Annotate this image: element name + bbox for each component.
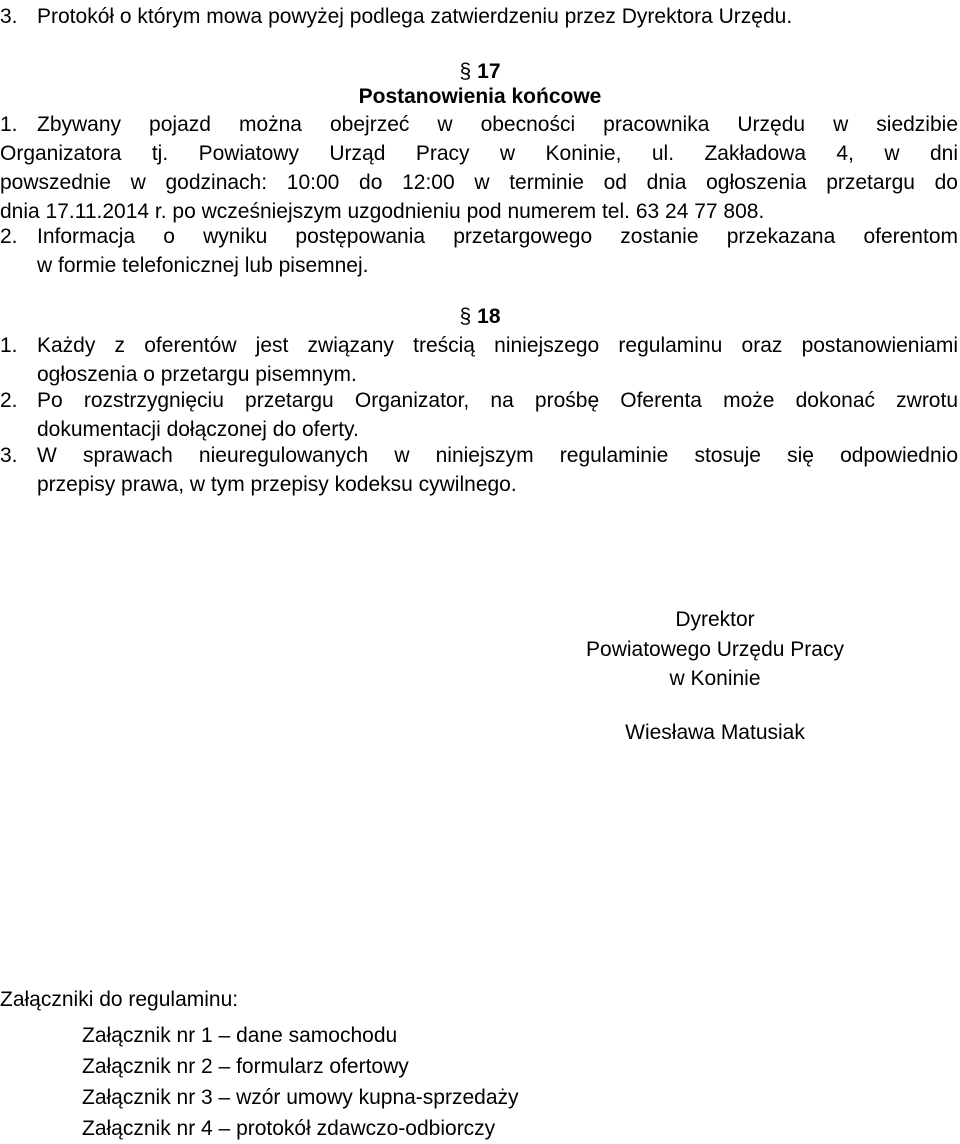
section-18-item-3 [0,441,958,499]
item-line: Po rozstrzygnięciu przetargu Organizator, na prośbę Oferenta może dokonać zwrotu [37,389,958,412]
item-line: Każdy z oferentów jest związany treścią niniejszego regulaminu oraz postanowieniami [37,334,958,357]
clause-3-protocol [0,2,958,31]
attachments-list [82,1020,519,1144]
section-number: 17 [477,60,501,83]
attachment-item: Załącznik nr 4 – protokół zdawczo-odbiorczy [82,1117,496,1140]
item-number: 1. [0,113,18,136]
attachment-item: Załącznik nr 1 – dane samochodu [82,1024,398,1047]
item-number: 2. [0,225,18,248]
section-18-item-1 [0,331,958,389]
section-18-item-2 [0,386,958,444]
item-line: w formie telefonicznej lub pisemnej. [37,254,369,277]
item-line: przepisy prawa, w tym przepisy kodeksu cywilnego. [37,473,517,496]
item-text: Protokół o którym mowa powyżej podlega zatwierdzeniu przez Dyrektora Urzędu. [37,5,793,28]
item-line: powszednie w godzinach: 10:00 do 12:00 w terminie od dnia ogłoszenia przetargu do [0,171,958,194]
item-number: 3. [0,5,18,28]
section-number: 18 [477,305,501,328]
item-line: dnia 17.11.2014 r. po wcześniejszym uzgodnieniu pod numerem tel. 63 24 77 808. [0,200,765,223]
attachments-heading: Załączniki do regulaminu: [0,988,239,1011]
signature-title: Dyrektor [675,608,755,631]
section-17-item-2 [0,222,958,280]
signature-office: Powiatowego Urzędu Pracy [586,638,844,661]
item-line: dokumentacji dołączonej do oferty. [37,418,359,441]
item-line: Informacja o wyniku postępowania przetargowego zostanie przekazana oferentom [37,225,958,248]
section-symbol: § [459,305,472,328]
signature-city: w Koninie [669,667,761,690]
item-line: ogłoszenia o przetargu pisemnym. [37,363,357,386]
attachment-item: Załącznik nr 2 – formularz ofertowy [82,1055,409,1078]
section-17-item-1 [0,110,958,226]
section-18-heading [0,302,960,331]
section-17-title: Postanowienia końcowe [358,85,602,108]
attachment-item: Załącznik nr 3 – wzór umowy kupna-sprzedaży [82,1086,519,1109]
signature-name: Wiesława Matusiak [625,721,805,744]
item-line: Zbywany pojazd można obejrzeć w obecności pracownika Urzędu w siedzibie [37,113,958,136]
item-number: 2. [0,389,18,412]
item-line: W sprawach nieuregulowanych w niniejszym regulaminie stosuje się odpowiednio [37,444,958,467]
item-line: Organizatora tj. Powiatowy Urząd Pracy w Koninie, ul. Zakładowa 4, w dni [0,142,958,165]
section-symbol: § [459,60,472,83]
item-number: 1. [0,334,18,357]
item-number: 3. [0,444,18,467]
